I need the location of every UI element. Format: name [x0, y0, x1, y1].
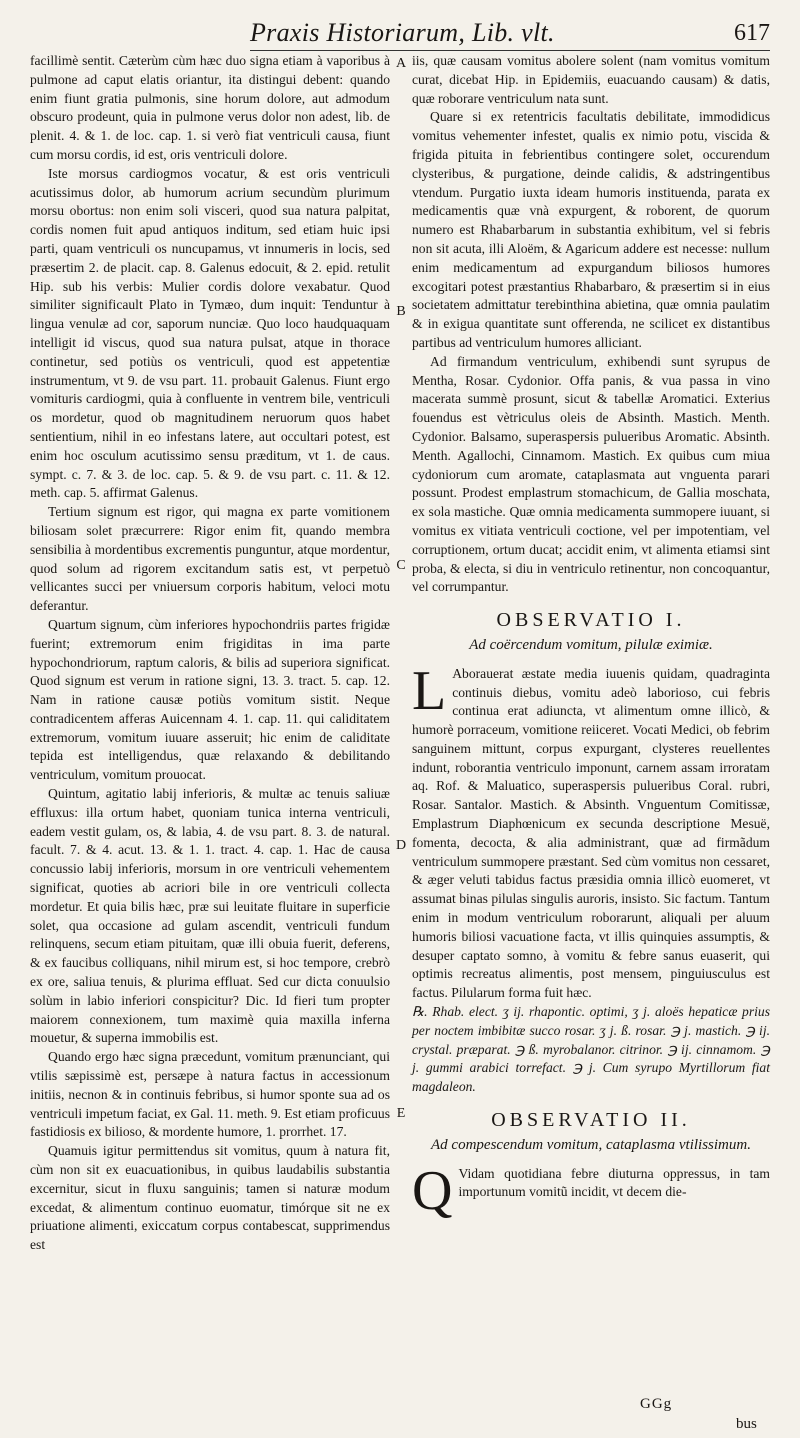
observation-2-subtitle: Ad compescendum vomitum, cataplasma vtilissimum.: [431, 1136, 751, 1153]
margin-letter-c: C: [396, 558, 406, 573]
margin-letter-a: A: [395, 56, 407, 71]
left-column: [30, 52, 390, 1255]
paragraph: Tertium signum est rigor, qui magna ex parte vomitionem biliosam solet præcurrere: Rigor enim fit, quando membra sensibilia à mordentibus excrementis punguntur, atque mordentur, quod solum ad rigorem excitandum satis est, vt perpetuò vellicantes succi per vniuersum corporis habitum, veloci motu deferantur.: [30, 504, 390, 614]
observation-1-body: Aborauerat æstate media iuuenis quidam, quadraginta continuis diebus, vomitu adeò laborioso, cui febris continua erat adiuncta, vt alimentum omne illicò, & humorè porraceum, vomitione reiiceret. Vocati Medici, ob febrim sanguinem mittunt, corpus expurgant, clysteres reuellentes indunt, roborantia ventriculo imponunt, carnem assam irroratam aq. Rof. & Maluatico, superaspersis pulueribus Coral. rubri, Rosar. Santalor. Mastich. & Absinth. Vnguentum Comitissæ, Emplastrum Diaphœnicum ex secunda descriptione Mesuë, fomenta, decocta, & alia administrant, quæ ad firmãdum ventriculum summopere præstant. Sed cùm vomitus non cessaret, & æger veluti tabidus factus præsidia omnia illicò euomeret, vt assumat binas pilulas singulis auroris, insisto. Sic factum. Tantum enim in modum ventriculum roborarunt, aliquali per aluum humoris biliosi vacuatione facta, vt illis quinquies assumptis, & desuper captato somno, à vomitu & febre sanus euaserit, qui optimis recreatus alimentis, post mensem, pinguiusculus est factus. Pilularum forma fuit hæc.: [412, 665, 770, 1001]
paragraph: Quando ergo hæc signa præcedunt, vomitum prænunciant, qui vtilis sæpissimè est, persæpe à natura factus in accessionum initiis, necnon & in continuis febribus, si humor sponte sua ad os ventriculi impetum faciat, ex Gal. 11. meth. 9. Est etiam proficuus fastidiosis ex bilioso, & mordente humore, 1. prorrhet. 17.: [30, 1049, 391, 1140]
recipe: ℞. Rhab. elect. ʒ ij. rhapontic. optimi, ʒ j. aloës hepaticæ prius per noctem imbibitæ succo rosar. ʒ j. ß. rosar. ℈ j. mastich. ℈ ij. crystal. præparat. ℈ ß. myrobalanor. citrinor. ℈ ij. cinnamom. ℈ j. gummi arabici torrefact. ℈ j. Cum syrupo Myrtillorum fiat magdaleon.: [412, 1004, 770, 1095]
margin-letter-d: D: [395, 838, 407, 853]
margin-letter-b: B: [396, 304, 406, 319]
page-number: 617: [734, 20, 770, 46]
observation-2-body: Vidam quotidiana febre diuturna oppressus, in tam importunum vomitũ incidit, vt decem die-: [458, 1165, 770, 1200]
margin-letter-e: E: [396, 1106, 406, 1121]
paragraph: Quartum signum, cùm inferiores hypochondriis partes frigidæ fuerint; extremorum enim frigiditas in ima parte hypochondriorum, raptum caloris, & bilis ad superiora significat. Quod signum est verum in ratione signi, 13. 3. tract. 5. cap. 12. Nam in ratione causæ potiùs vomitum sistit. Neque contradicentem afferas Auicennam 4. 1. cap. 11. qui caliditatem extremorum, vomitum iuuare asseruit; hic enim de caliditate tepida est intelligendus, quæ relaxando & debilitando ventriculum, vomitum prouocat.: [30, 616, 390, 783]
observation-1-heading: OBSERVATIO I.: [496, 609, 686, 632]
page-header: [250, 18, 770, 51]
observation-1-text: [412, 659, 770, 1003]
observation-2-heading: OBSERVATIO II.: [491, 1109, 691, 1132]
signature-mark: GGg: [640, 1396, 673, 1412]
dropcap: L: [412, 659, 447, 722]
observation-1-subtitle: Ad coërcendum vomitum, pilulæ eximiæ.: [469, 636, 713, 653]
paragraph: Ad firmandum ventriculum, exhibendi sunt syrupus de Mentha, Rosar. Cydonior. Offa panis, & vua passa in vino macerata summè prosunt, sicut & tabellæ Aromatici. Exterius fouendus est vètriculus oleis de Absinth. Mastich. Menth. Cydonior. Balsamo, superaspersis pulueribus Aromatic. Absinth. Menth. Agallochi, Cinnamom. Mastich. Ex quibus cum miua cydoniorum cum aromate, cataplasmata aut vnguenta parari possunt. Prodest emplastrum stomachicum, de Gallia moschata, ex sola mastiche. Quæ omnia medicamenta summopere iuuant, si vomitus ex vitiata ventriculi coctione, vel per impotentiam, vel corruptionem, ortum ducat; accidit enim, vt alimenta etiamsi sint proba, & electa, si diu in ventriculo retinentur, non concoquantur, vel corrumpantur.: [412, 353, 770, 595]
paragraph: Quintum, agitatio labij inferioris, & multæ ac tenuis saliuæ effluxus: illa ortum habet, quoniam tunica interna ventriculi, eadem vestit gulam, os, & labia, 4. de vsu part. 8. 3. de natural. facult. 7. & 4. acut. 13. & 1. 1. tract. 4. cap. 1. Hac de causa concussio labij inferioris, morsum in ore ventriculi vehementem significat, quoties ab acriori bile in ore ventriculi collecta mordetur. Et quia bilis hæc, præ sui leuitate fluitare in superficie solet, qua occasione ad gulam ascendit, ventriculi fundum relinquens, secum etiam pituitam, quæ illi obuia fuerit, deferens, & ex faucibus colliquans, nihil mirum est, si hoc tempore, crebrò ex ore, saliua tenuis, & plurima effluat. Sed cur dicta conuulsio solùm in labio inferiori conspicitur? Dic. Id fieri tum propter maiorem connexionem, tum maximè quia maxilla inferna mouetur, & superna immobilis est.: [30, 786, 390, 1046]
paragraph: Quamuis igitur permittendus sit vomitus, quum à natura fit, cùm non sit ex euacuationibus, in quibus laudabilis substantia excernitur, sicut in fluxu sanguinis; tamen si naturæ modum excedat, & alimentum continuo euomatur, timórque sit ne ex priuatione alimenti, exiccatum corpus contabescat, supprimendus est: [30, 1143, 390, 1253]
running-head: Praxis Historiarum, Lib. vlt.: [250, 18, 555, 47]
paragraph: Iste morsus cardiogmos vocatur, & est oris ventriculi acutissimus dolor, ab humorum acrium secundùm plurimum morsu obortus: non enim soli visceri, quod sua natura palpitat, cordis nomen fuit apud antiquos inditum, sed etiam huic ipsi parti, quam ventriculi os nuncupamus, vt innumeris in locis, sed præsertim 2. de placit. cap. 8. Galenus edocuit, & 2. epid. retulit Hip. sub his verbis: Mulier cordis dolore vexabatur. Quod similiter significault Plato in Tymæo, dum inquit: Tenduntur à lingua venulæ ad cor, saporum nunciæ. Quo loco haudquaquam intelligit id viscus, quod sua natura pulsat, atque in thorace continetur, sed potiùs os ventriculi, quod est appetentiæ instrumentum, vt 9. de vsu part. 11. probauit Galenus. Fiunt ergo vomituris cardiogmi, quia à confluente in ventrem bile, ventriculi os mordetur, quod ob magnitudinem neruorum quos habet sentientium, nihil in eo infestans latere, aut occultari potest, est enim hoc osculum acutissimo sensu præditum, vt 1. de caus. sympt. c. 7. & 3. de loc. cap. 5. & 9. de vsu part. c. 11. & 12. meth. cap. 5. affirmat Galenus.: [30, 165, 390, 501]
paragraph: Quare si ex retentricis facultatis debilitate, immodidicus vomitus vehementer infestet, qualis ex nimio potu, viscida & frigida pituita in febrientibus contingere solet, occurendum clysteribus, & purgatione, deinde calidis, & adstringentibus vtendum. Purgatio iuxta ideam humoris instituenda, parata ex medicamentis quæ vnà expurgent, & roborent, de quorum numero est Rhabarbarum in substantia exhibitum, vel si febris non sit acuta, illi Aloëm, & Agaricum addere est necesse: nullum enim medicamentum ad expurgandum biliosos humores excogitari potest præstantius Rhabarbaro, & præsertim si in eius societatem admittatur terebinthina abietina, quæ omnia paulatim & in exigua quantitate sunt offerenda, ne scilicet ex distantibus partibus ad ventriculum humores alliciant.: [412, 109, 770, 350]
catchword: bus: [736, 1416, 757, 1432]
dropcap: Q: [412, 1159, 453, 1222]
paragraph: iis, quæ causam vomitus abolere solent (nam vomitus vomitum curat, dicebat Hip. in Epidemiis, euacuando causam) & datis, quæ roborare ventriculum nata sunt.: [412, 53, 770, 106]
observation-2-text: [412, 1159, 770, 1222]
right-column: [412, 52, 770, 1222]
paragraph: facillimè sentit. Cæterùm cùm hæc duo signa etiam à vaporibus à pulmone ad caput elatis oriantur, ita distingui debent: quando enim fiunt gratia pulmonis, sine horum dolore, aut admodum obscuro prodeunt, quia in pulmone verus dolor non adest, lib. de plenit. 4. & 1. de loc. cap. 1. si verò fiat ventriculi causa, fiunt cum morsu cordis, id est, oris ventriculi dolore.: [30, 53, 390, 162]
